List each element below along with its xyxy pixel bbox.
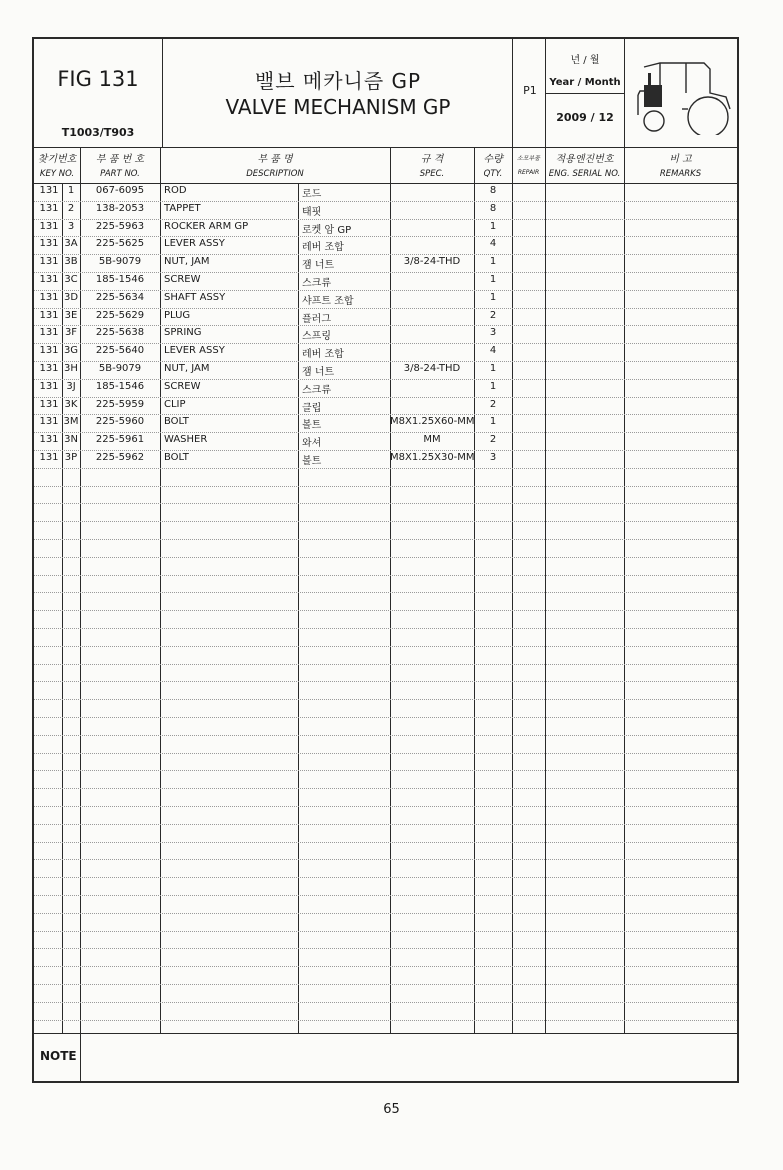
cell-qty: 8 (489, 185, 497, 196)
cell-qty: 8 (489, 202, 497, 214)
ruled-line (34, 788, 737, 789)
ruled-line (34, 877, 737, 878)
cell-key: 3A (64, 238, 78, 250)
cell-qty: 2 (489, 398, 497, 410)
cell-part: 225-5634 (95, 291, 145, 303)
cell-qty: 1 (489, 291, 497, 303)
table-row (34, 397, 737, 415)
cell-qty: 3 (489, 327, 497, 339)
column-header-row (34, 147, 737, 184)
cell-key: 3M (63, 416, 79, 428)
cell-desc-en: WASHER (164, 434, 208, 446)
table-row (34, 325, 737, 343)
title-korean: 밸브 메카니즘 GP (254, 69, 422, 93)
cell-key: 3D (63, 291, 79, 303)
table-row (34, 219, 737, 237)
table-row (34, 236, 737, 254)
note-label: NOTE (40, 1049, 77, 1063)
cell-key: 3J (66, 380, 76, 392)
table-row (34, 450, 737, 468)
cell-fig: 131 (39, 220, 59, 232)
table-row (34, 272, 737, 290)
sheet-header (34, 39, 737, 148)
table-row (34, 308, 737, 326)
cell-desc-en: SHAFT ASSY (164, 291, 226, 303)
ruled-line (34, 859, 737, 860)
cell-part: 225-5638 (95, 327, 145, 339)
cell-fig: 131 (39, 434, 59, 446)
model-number: T1003/T903 (61, 126, 135, 139)
cell-fig: 131 (39, 452, 59, 463)
cell-part: 067-6095 (95, 185, 145, 196)
ruled-line (34, 557, 737, 558)
cell-key: 2 (67, 202, 75, 214)
ruled-line (34, 1020, 737, 1021)
cell-spec: 3/8-24-THD (403, 256, 461, 268)
cell-qty: 2 (489, 434, 497, 446)
cell-key: 3 (67, 220, 75, 232)
ruled-line (34, 592, 737, 593)
cell-qty: 1 (489, 380, 497, 392)
cell-desc-en: BOLT (164, 416, 189, 428)
cell-desc-en: ROD (164, 185, 187, 196)
cell-desc-ko: 클립 (302, 402, 322, 414)
cell-desc-en: SCREW (164, 380, 201, 392)
cell-desc-ko: 볼트 (302, 456, 322, 467)
ruled-line (34, 646, 737, 647)
col-spec-ko: 규 격 (420, 154, 444, 165)
cell-qty: 1 (489, 256, 497, 268)
cell-key: 1 (67, 185, 75, 196)
ruled-line (34, 753, 737, 754)
cell-part: 225-5629 (95, 309, 145, 321)
col-key-ko: 찾기번호 (37, 154, 77, 165)
ruled-line (34, 842, 737, 843)
cell-spec: MM (423, 434, 441, 446)
ruled-line (34, 895, 737, 896)
cell-desc-en: SCREW (164, 274, 201, 285)
ruled-line (34, 610, 737, 611)
year-month-label-en: Year / Month (549, 77, 621, 88)
col-remarks-ko: 비 고 (669, 154, 692, 165)
cell-part: 138-2053 (95, 202, 145, 214)
cell-fig: 131 (39, 274, 59, 285)
cell-desc-ko: 잼 너트 (302, 367, 335, 378)
col-desc-ko: 부 품 명 (257, 154, 293, 165)
ruled-line (34, 664, 737, 665)
note-box (34, 1033, 737, 1082)
cell-fig: 131 (39, 327, 59, 339)
ruled-line (34, 735, 737, 736)
cell-desc-en: LEVER ASSY (164, 345, 225, 357)
cell-desc-ko: 스프링 (302, 331, 331, 343)
ruled-line (34, 699, 737, 700)
page-number: 65 (383, 1102, 400, 1117)
page-code: P1 (523, 84, 537, 97)
cell-desc-en: TAPPET (164, 202, 201, 214)
cell-fig: 131 (39, 238, 59, 250)
cell-qty: 3 (489, 452, 497, 463)
cell-spec: M8X1.25X30-MM (390, 452, 475, 463)
ruled-line (34, 966, 737, 967)
col-part-ko: 부 품 번 호 (95, 154, 145, 165)
figure-number: FIG 131 (57, 67, 139, 91)
cell-part: 225-5962 (95, 452, 145, 463)
cell-fig: 131 (39, 309, 59, 321)
cell-desc-en: CLIP (164, 398, 186, 410)
cell-key: 3H (64, 363, 78, 374)
col-repair-ko: 소모부품 (516, 155, 541, 162)
ruled-line (34, 948, 737, 949)
table-row (34, 254, 737, 272)
col-part-en: PART NO. (100, 169, 140, 179)
cell-key: 3E (64, 309, 78, 321)
cell-desc-en: SPRING (164, 327, 202, 339)
ruled-line (34, 521, 737, 522)
ruled-line (34, 806, 737, 807)
title-english: VALVE MECHANISM GP (225, 95, 451, 119)
ruled-line (34, 931, 737, 932)
year-month-label-ko: 년 / 월 (570, 55, 600, 66)
col-remarks-en: REMARKS (659, 169, 702, 179)
cell-desc-en: LEVER ASSY (164, 238, 225, 250)
cell-desc-en: PLUG (164, 309, 191, 321)
cell-desc-en: NUT, JAM (164, 363, 210, 374)
table-row (34, 414, 737, 432)
cell-desc-en: ROCKER ARM GP (164, 220, 249, 232)
cell-key: 3B (64, 256, 78, 268)
table-row (34, 290, 737, 308)
cell-fig: 131 (39, 363, 59, 374)
cell-part: 225-5625 (95, 238, 145, 250)
cell-key: 3P (64, 452, 78, 463)
cell-key: 3N (64, 434, 78, 446)
ruled-line (34, 486, 737, 487)
tractor-outline-icon (630, 51, 734, 135)
cell-desc-en: NUT, JAM (164, 256, 210, 268)
table-row (34, 343, 737, 361)
cell-key: 3C (64, 274, 78, 285)
cell-desc-ko: 태핏 (302, 206, 322, 218)
ruled-line (34, 717, 737, 718)
cell-part: 5B-9079 (98, 363, 142, 374)
cell-fig: 131 (39, 202, 59, 214)
ruled-line (34, 628, 737, 629)
cell-key: 3G (63, 345, 79, 357)
cell-fig: 131 (39, 256, 59, 268)
cell-desc-ko: 플러그 (302, 313, 331, 325)
table-row (34, 183, 737, 201)
cell-desc-ko: 와셔 (302, 438, 322, 450)
cell-part: 225-5961 (95, 434, 145, 446)
cell-key: 3F (64, 327, 78, 339)
parts-table-body (34, 183, 737, 1033)
col-desc-en: DESCRIPTION (246, 169, 304, 179)
cell-part: 185-1546 (95, 380, 145, 392)
cell-qty: 4 (489, 345, 497, 357)
cell-part: 225-5960 (95, 416, 145, 428)
cell-desc-ko: 로드 (302, 189, 322, 200)
cell-part: 225-5963 (95, 220, 145, 232)
ruled-line (34, 539, 737, 540)
cell-fig: 131 (39, 380, 59, 392)
cell-desc-ko: 잼 너트 (302, 260, 335, 272)
cell-desc-ko: 레버 조합 (302, 349, 344, 361)
ruled-line (34, 575, 737, 576)
cell-part: 225-5640 (95, 345, 145, 357)
cell-qty: 2 (489, 309, 497, 321)
col-qty-en: QTY. (483, 169, 503, 179)
cell-fig: 131 (39, 185, 59, 196)
table-row (34, 432, 737, 450)
cell-fig: 131 (39, 398, 59, 410)
cell-spec: M8X1.25X60-MM (390, 416, 475, 428)
ruled-line (34, 770, 737, 771)
table-row (34, 361, 737, 379)
col-spec-en: SPEC. (419, 169, 445, 179)
ruled-line (34, 503, 737, 504)
col-eng-en: ENG. SERIAL NO. (548, 169, 621, 179)
cell-part: 5B-9079 (98, 256, 142, 268)
col-eng-ko: 적용엔진번호 (555, 154, 614, 165)
cell-fig: 131 (39, 345, 59, 357)
cell-qty: 1 (489, 416, 497, 428)
cell-qty: 1 (489, 274, 497, 285)
cell-desc-en: BOLT (164, 452, 189, 463)
col-qty-ko: 수량 (483, 154, 503, 165)
ruled-line (34, 984, 737, 985)
col-key-en: KEY NO. (39, 169, 75, 179)
cell-desc-ko: 스크류 (302, 384, 331, 396)
cell-desc-ko: 샤프트 조합 (302, 295, 354, 307)
parts-catalog-sheet (32, 37, 739, 1083)
col-repair-en: REPAIR (517, 169, 540, 176)
table-row (34, 379, 737, 397)
ruled-line (34, 468, 737, 469)
cell-qty: 1 (489, 363, 497, 374)
cell-fig: 131 (39, 291, 59, 303)
cell-desc-ko: 볼트 (302, 420, 322, 432)
cell-desc-ko: 로켓 암 GP (302, 224, 352, 236)
cell-desc-ko: 레버 조합 (302, 242, 344, 254)
cell-qty: 1 (489, 220, 497, 232)
ruled-line (34, 681, 737, 682)
table-row (34, 201, 737, 219)
ruled-line (34, 1002, 737, 1003)
cell-part: 185-1546 (95, 274, 145, 285)
cell-fig: 131 (39, 416, 59, 428)
cell-part: 225-5959 (95, 398, 145, 410)
cell-key: 3K (64, 398, 78, 410)
year-month-value: 2009 / 12 (556, 111, 614, 124)
cell-desc-ko: 스크류 (302, 278, 331, 289)
cell-spec: 3/8-24-THD (403, 363, 461, 374)
ruled-line (34, 824, 737, 825)
cell-qty: 4 (489, 238, 497, 250)
ruled-line (34, 913, 737, 914)
